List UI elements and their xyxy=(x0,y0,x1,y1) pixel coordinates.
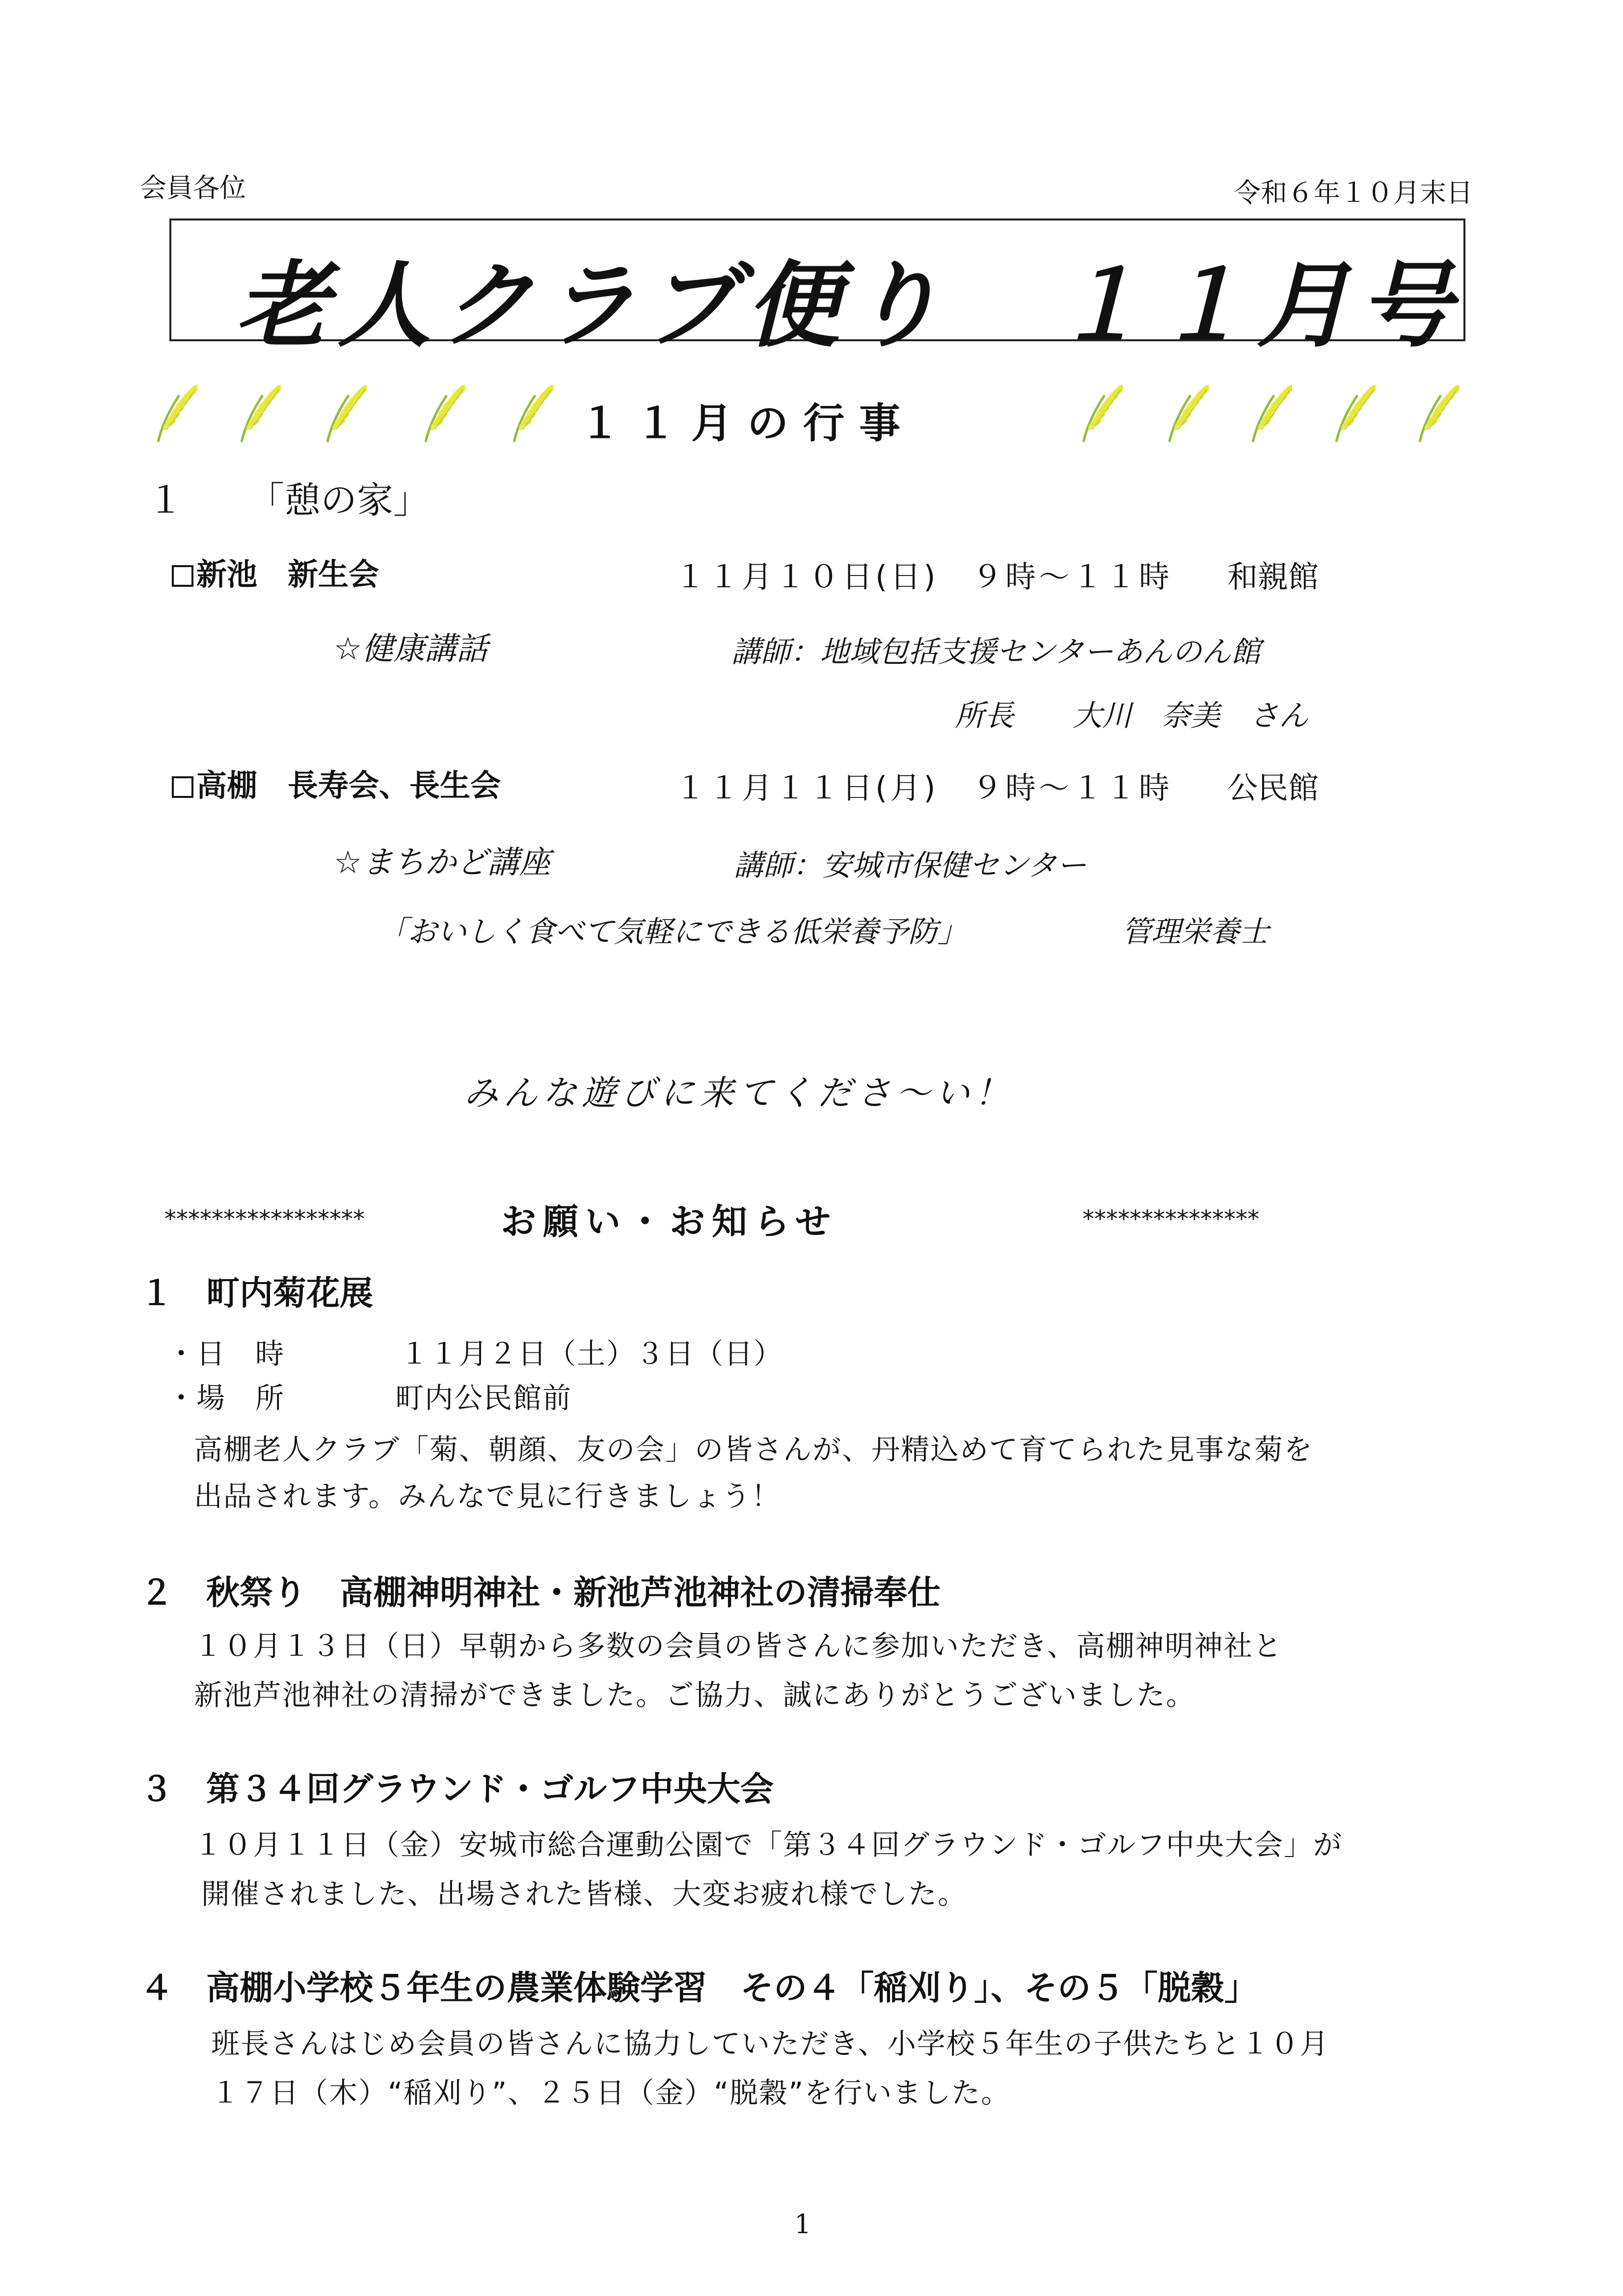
checkbox-icon xyxy=(172,776,193,798)
page-number: 1 xyxy=(794,2209,812,2240)
group-club: 長寿会、長生会 xyxy=(288,767,501,803)
lecturer-line2: 所長 大川 奈美 さん xyxy=(955,699,1308,733)
place-value: 町内公民館前 xyxy=(395,1381,572,1415)
rice-ear-icon xyxy=(1078,381,1123,444)
addressee: 会員各位 xyxy=(140,172,246,203)
notice-body-line2: 新池芦池神社の清掃ができました。ご協力、誠にありがとうございました。 xyxy=(194,1678,1196,1712)
stars-left: ***************** xyxy=(164,1205,365,1233)
group-place-club xyxy=(172,761,501,805)
checkbox-icon xyxy=(172,565,193,587)
events-heading: １１月の行事 xyxy=(579,399,916,447)
notice-number: ２ xyxy=(140,1574,174,1613)
notice-body-line2: 開催されました、出場された皆様、大変お疲れ様でした。 xyxy=(201,1877,968,1911)
group-venue: 和親館 xyxy=(1227,559,1319,595)
notice-title: 町内菊花展 xyxy=(206,1274,374,1313)
notice-body-line1: 高棚老人クラブ「菊、朝顔、友の会」の皆さんが、丹精込めて育てられた見事な菊を xyxy=(194,1433,1314,1466)
lecturer-line2: 管理栄養士 xyxy=(1122,915,1269,949)
notice-number: ３ xyxy=(140,1770,174,1809)
group-venue: 公民館 xyxy=(1227,770,1319,806)
rice-ear-icon xyxy=(1330,381,1376,444)
issue-date: 令和６年１０月末日 xyxy=(1234,177,1473,208)
event-name: ☆まちかど講座 xyxy=(334,845,551,881)
lecturer-line1: 講師：安城市保健センター xyxy=(734,848,1086,883)
notice-body-line1: １０月１１日（金）安城市総合運動公園で「第３４回グラウンド・ゴルフ中央大会」が xyxy=(194,1828,1343,1861)
stars-right: *************** xyxy=(1082,1205,1259,1233)
group-date: １１月１０日(日) xyxy=(675,559,939,595)
group-time: ９時～１１時 xyxy=(972,770,1173,806)
notice-body-line2: １７日（木）“稲刈り”、２５日（金）“脱穀”を行いました。 xyxy=(211,2076,1011,2109)
rice-ear-icon xyxy=(152,381,197,444)
group-place-club xyxy=(172,550,379,594)
notice-body-line2: 出品されます。みんなで見に行きましょう！ xyxy=(194,1479,781,1513)
rice-ear-icon xyxy=(322,381,367,444)
group-club: 新生会 xyxy=(288,556,379,592)
date-value: １１月２日（土）３日（日） xyxy=(400,1337,784,1370)
place-label: ・場 所 xyxy=(167,1381,285,1415)
rice-ear-icon xyxy=(508,381,553,444)
rice-ear-icon xyxy=(420,381,465,444)
group-date: １１月１１日(月) xyxy=(675,770,939,806)
notice-body-line1: １０月１３日（日）早朝から多数の会員の皆さんに参加いただき、高棚神明神社と xyxy=(194,1629,1283,1663)
notice-number: ４ xyxy=(140,1969,174,2008)
event-name: ☆健康講話 xyxy=(334,631,488,667)
notice-body-line1: 班長さんはじめ会員の皆さんに協力していただき、小学校５年生の子供たちと１０月 xyxy=(211,2027,1329,2060)
section-number: １ xyxy=(147,479,184,521)
notice-title: 高棚小学校５年生の農業体験学習 その４「稲刈り」、その５「脱穀」 xyxy=(206,1969,1258,2008)
rice-ear-icon xyxy=(1163,381,1209,444)
group-time: ９時～１１時 xyxy=(972,559,1173,595)
newsletter-title: 老人クラブ便り １１月号 xyxy=(236,250,1461,360)
rice-ear-icon xyxy=(1247,381,1292,444)
group-place: 新池 xyxy=(196,556,258,592)
section-title: 「憩の家」 xyxy=(248,479,430,521)
notice-title: 第３４回グラウンド・ゴルフ中央大会 xyxy=(206,1770,774,1809)
lecturer-line1: 講師：地域包括支援センターあんのん館 xyxy=(731,635,1261,669)
date-label: ・日 時 xyxy=(167,1337,285,1370)
notice-number: １ xyxy=(140,1274,174,1313)
rice-ear-icon xyxy=(1414,381,1459,444)
notice-title: 秋祭り 高棚神明神社・新池芦池神社の清掃奉仕 xyxy=(206,1574,941,1613)
invitation: みんな遊びに来てくださ～い！ xyxy=(464,1073,1014,1113)
notices-heading: お願い・お知らせ xyxy=(501,1201,838,1242)
group-place: 高棚 xyxy=(196,767,258,803)
event-topic: 「おいしく食べて気軽にできる低栄養予防」 xyxy=(378,915,967,949)
rice-ear-icon xyxy=(236,381,281,444)
